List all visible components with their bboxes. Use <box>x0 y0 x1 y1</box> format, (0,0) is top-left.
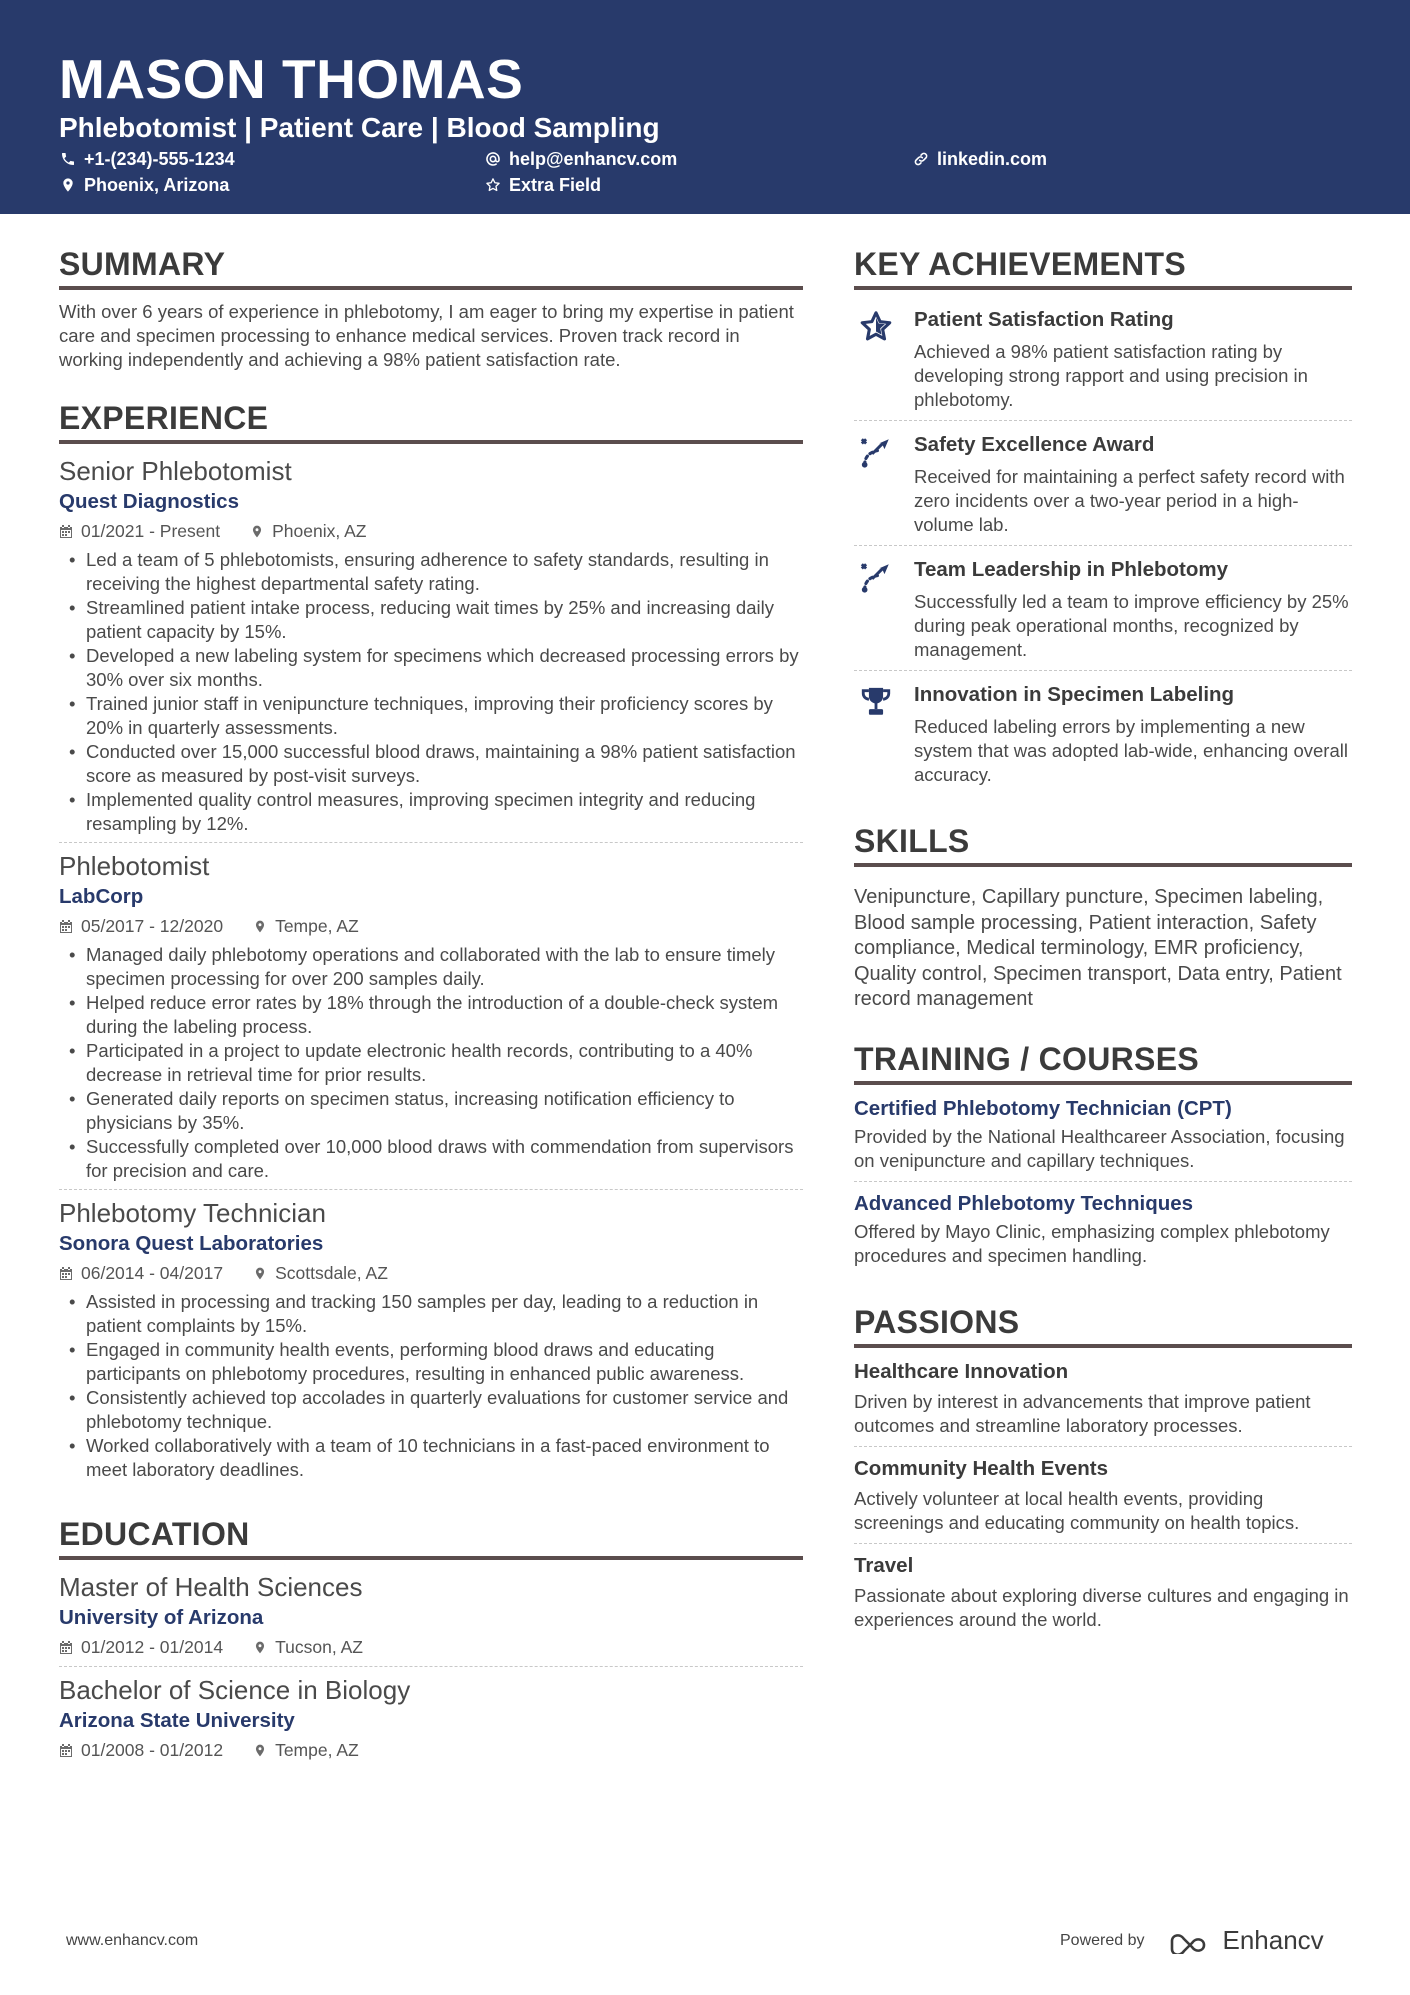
bullet-item: • Streamlined patient intake process, reducing wait times by 25% and increasing daily patient capacity by 15%. <box>59 596 803 644</box>
achievement-title: Team Leadership in Phlebotomy <box>914 558 1229 581</box>
bullet-item: • Developed a new labeling system for specimens which decreased processing errors by 30% over six months. <box>59 644 803 692</box>
achievement-item <box>854 675 1352 795</box>
education-dates: 01/2008 - 01/2012 <box>81 1740 224 1760</box>
education-meta <box>59 1634 803 1660</box>
job-location: Tempe, AZ <box>275 916 359 936</box>
achievement-desc: Received for maintaining a perfect safety record with zero incidents over a two-year period in a high-volume lab. <box>914 466 1345 535</box>
powered-by-text: Powered by <box>1060 1931 1145 1949</box>
footer-branding <box>1060 1925 1324 1956</box>
bullet-item: • Engaged in community health events, performing blood draws and educating participants on phlebotomy procedures, resulting in enhanced public awareness. <box>59 1338 803 1386</box>
education-location: Tucson, AZ <box>275 1637 363 1657</box>
enhancv-logo-icon <box>1169 1928 1215 1954</box>
location-pin-icon <box>253 1640 267 1655</box>
section-title-summary: SUMMARY <box>59 244 803 290</box>
education-location: Tempe, AZ <box>275 1740 359 1760</box>
experience-section <box>59 398 803 1488</box>
company-name: Sonora Quest Laboratories <box>59 1232 324 1255</box>
resume-header <box>0 0 1410 214</box>
school-name: University of Arizona <box>59 1606 264 1629</box>
skills-section <box>854 821 1352 1013</box>
brand-text: Enhancv <box>1222 1925 1324 1955</box>
passion-desc: Passionate about exploring diverse cultures and engaging in experiences around the world. <box>854 1584 1349 1630</box>
company-name: Quest Diagnostics <box>59 490 239 513</box>
achievement-title: Patient Satisfaction Rating <box>914 308 1174 331</box>
location-pin-icon <box>253 919 267 934</box>
course-title: Certified Phlebotomy Technician (CPT) <box>854 1096 1232 1120</box>
bullet-item: • Worked collaboratively with a team of 10 technicians in a fast-paced environment to meet laboratory deadlines. <box>59 1434 803 1482</box>
bullet-item: • Managed daily phlebotomy operations and collaborated with the lab to ensure timely specimen processing for over 200 samples daily. <box>59 943 803 991</box>
summary-section <box>59 244 803 372</box>
course-title: Advanced Phlebotomy Techniques <box>854 1191 1194 1215</box>
contact-location <box>60 174 229 196</box>
enhancv-logo[interactable] <box>1169 1925 1324 1956</box>
job-dates: 01/2021 - Present <box>81 521 221 541</box>
phone-icon <box>60 151 76 167</box>
passion-title: Travel <box>854 1553 914 1577</box>
passions-section <box>854 1302 1352 1640</box>
email-text: help@enhancv.com <box>509 149 678 169</box>
job-bullets <box>59 943 803 1183</box>
school-name: Arizona State University <box>59 1709 295 1732</box>
location-pin-icon <box>60 177 76 193</box>
phone-text: +1-(234)-555-1234 <box>84 149 235 169</box>
achievement-title: Innovation in Specimen Labeling <box>914 683 1235 706</box>
education-dates: 01/2012 - 01/2014 <box>81 1637 224 1657</box>
bullet-item: • Consistently achieved top accolades in quarterly evaluations for customer service and phlebotomy technique. <box>59 1386 803 1434</box>
section-title-training: TRAINING / COURSES <box>854 1039 1352 1085</box>
job-location: Phoenix, AZ <box>272 521 367 541</box>
course-item <box>854 1095 1352 1182</box>
degree-name: Bachelor of Science in Biology <box>59 1675 411 1705</box>
section-title-passions: PASSIONS <box>854 1302 1352 1348</box>
section-title-skills: SKILLS <box>854 821 1352 867</box>
experience-entry <box>59 849 803 1190</box>
footer-website[interactable]: www.enhancv.com <box>66 1932 199 1949</box>
job-dates: 05/2017 - 12/2020 <box>81 916 224 936</box>
passion-desc: Actively volunteer at local health events, providing screenings and educating community on health topics. <box>854 1487 1300 1533</box>
candidate-name: MASON THOMAS <box>59 48 524 110</box>
job-title: Senior Phlebotomist <box>59 456 292 486</box>
right-column <box>854 244 1352 1666</box>
location-text: Phoenix, Arizona <box>84 175 230 195</box>
passion-item <box>854 1358 1352 1447</box>
strategy-icon <box>859 560 893 594</box>
calendar-icon <box>59 1640 73 1655</box>
contact-phone <box>60 148 235 170</box>
experience-entry <box>59 1196 803 1488</box>
course-desc: Provided by the National Healthcareer Association, focusing on venipuncture and capillary techniques. <box>854 1125 1345 1171</box>
company-name: LabCorp <box>59 885 144 908</box>
contact-email[interactable] <box>485 148 677 170</box>
achievement-desc: Reduced labeling errors by implementing a new system that was adopted lab-wide, enhancing overall accuracy. <box>914 716 1348 785</box>
link-icon <box>913 151 929 167</box>
achievements-section <box>854 244 1352 795</box>
strategy-icon <box>859 435 893 469</box>
achievement-desc: Successfully led a team to improve efficiency by 25% during peak operational months, recognized by management. <box>914 591 1349 660</box>
job-meta <box>59 913 803 939</box>
location-pin-icon <box>253 1266 267 1281</box>
contact-linkedin[interactable] <box>913 148 1047 170</box>
achievement-item <box>854 550 1352 671</box>
job-meta <box>59 1260 803 1286</box>
skills-text: Venipuncture, Capillary puncture, Specimen labeling, Blood sample processing, Patient interaction, Safety compliance, Medical terminology, EMR proficiency, Quality control, Specimen transport, Data entry, Patient record management <box>854 886 1342 1010</box>
course-item <box>854 1190 1352 1276</box>
achievement-item <box>854 300 1352 421</box>
job-meta <box>59 518 803 544</box>
calendar-icon <box>59 1266 73 1281</box>
section-title-experience: EXPERIENCE <box>59 398 803 444</box>
passion-item <box>854 1552 1352 1640</box>
star-outline-icon <box>485 177 501 193</box>
trophy-icon <box>859 685 893 719</box>
linkedin-text: linkedin.com <box>937 149 1048 169</box>
calendar-icon <box>59 1743 73 1758</box>
job-bullets <box>59 1290 803 1482</box>
passion-title: Healthcare Innovation <box>854 1359 1069 1383</box>
calendar-icon <box>59 919 73 934</box>
job-location: Scottsdale, AZ <box>275 1263 388 1283</box>
left-column <box>59 244 803 1795</box>
contact-extra <box>485 174 601 196</box>
achievement-title: Safety Excellence Award <box>914 433 1155 456</box>
summary-text: With over 6 years of experience in phlebotomy, I am eager to bring my expertise in patient care and specimen processing to enhance medical services. Proven track record in working independently and achieving a 98% patient satisfaction rate. <box>59 301 794 370</box>
candidate-title: Phlebotomist | Patient Care | Blood Sampling <box>59 112 660 143</box>
passion-desc: Driven by interest in advancements that improve patient outcomes and streamline laboratory processes. <box>854 1390 1311 1436</box>
section-title-achievements: KEY ACHIEVEMENTS <box>854 244 1352 290</box>
passion-item <box>854 1455 1352 1544</box>
bullet-item: • Generated daily reports on specimen status, increasing notification efficiency to physicians by 35%. <box>59 1087 803 1135</box>
section-title-education: EDUCATION <box>59 1514 803 1560</box>
achievement-item <box>854 425 1352 546</box>
achievement-desc: Achieved a 98% patient satisfaction rating by developing strong rapport and using precision in phlebotomy. <box>914 341 1308 410</box>
bullet-item: • Trained junior staff in venipuncture techniques, improving their proficiency scores by 20% in quarterly assessments. <box>59 692 803 740</box>
bullet-item: • Implemented quality control measures, improving specimen integrity and reducing resampling by 12%. <box>59 788 803 836</box>
bullet-item: • Led a team of 5 phlebotomists, ensuring adherence to safety standards, resulting in receiving the highest departmental safety rating. <box>59 548 803 596</box>
course-desc: Offered by Mayo Clinic, emphasizing complex phlebotomy procedures and specimen handling. <box>854 1220 1330 1266</box>
star-icon <box>859 310 893 344</box>
education-entry <box>59 1673 803 1769</box>
education-meta <box>59 1737 803 1763</box>
bullet-item: • Helped reduce error rates by 18% through the introduction of a double-check system during the labeling process. <box>59 991 803 1039</box>
passion-title: Community Health Events <box>854 1456 1109 1480</box>
location-pin-icon <box>253 1743 267 1758</box>
location-pin-icon <box>250 524 264 539</box>
bullet-item: • Conducted over 15,000 successful blood draws, maintaining a 98% patient satisfaction score as measured by post-visit surveys. <box>59 740 803 788</box>
bullet-item: • Assisted in processing and tracking 150 samples per day, leading to a reduction in patient complaints by 15%. <box>59 1290 803 1338</box>
job-bullets <box>59 548 803 836</box>
experience-entry <box>59 454 803 843</box>
degree-name: Master of Health Sciences <box>59 1572 363 1602</box>
job-dates: 06/2014 - 04/2017 <box>81 1263 224 1283</box>
education-section <box>59 1514 803 1769</box>
at-icon <box>485 151 501 167</box>
extra-text: Extra Field <box>509 175 602 195</box>
calendar-icon <box>59 524 73 539</box>
training-section <box>854 1039 1352 1276</box>
education-entry <box>59 1570 803 1667</box>
job-title: Phlebotomy Technician <box>59 1198 326 1228</box>
job-title: Phlebotomist <box>59 851 210 881</box>
bullet-item: • Successfully completed over 10,000 blood draws with commendation from supervisors for precision and care. <box>59 1135 803 1183</box>
bullet-item: • Participated in a project to update electronic health records, contributing to a 40% decrease in retrieval time for prior results. <box>59 1039 803 1087</box>
